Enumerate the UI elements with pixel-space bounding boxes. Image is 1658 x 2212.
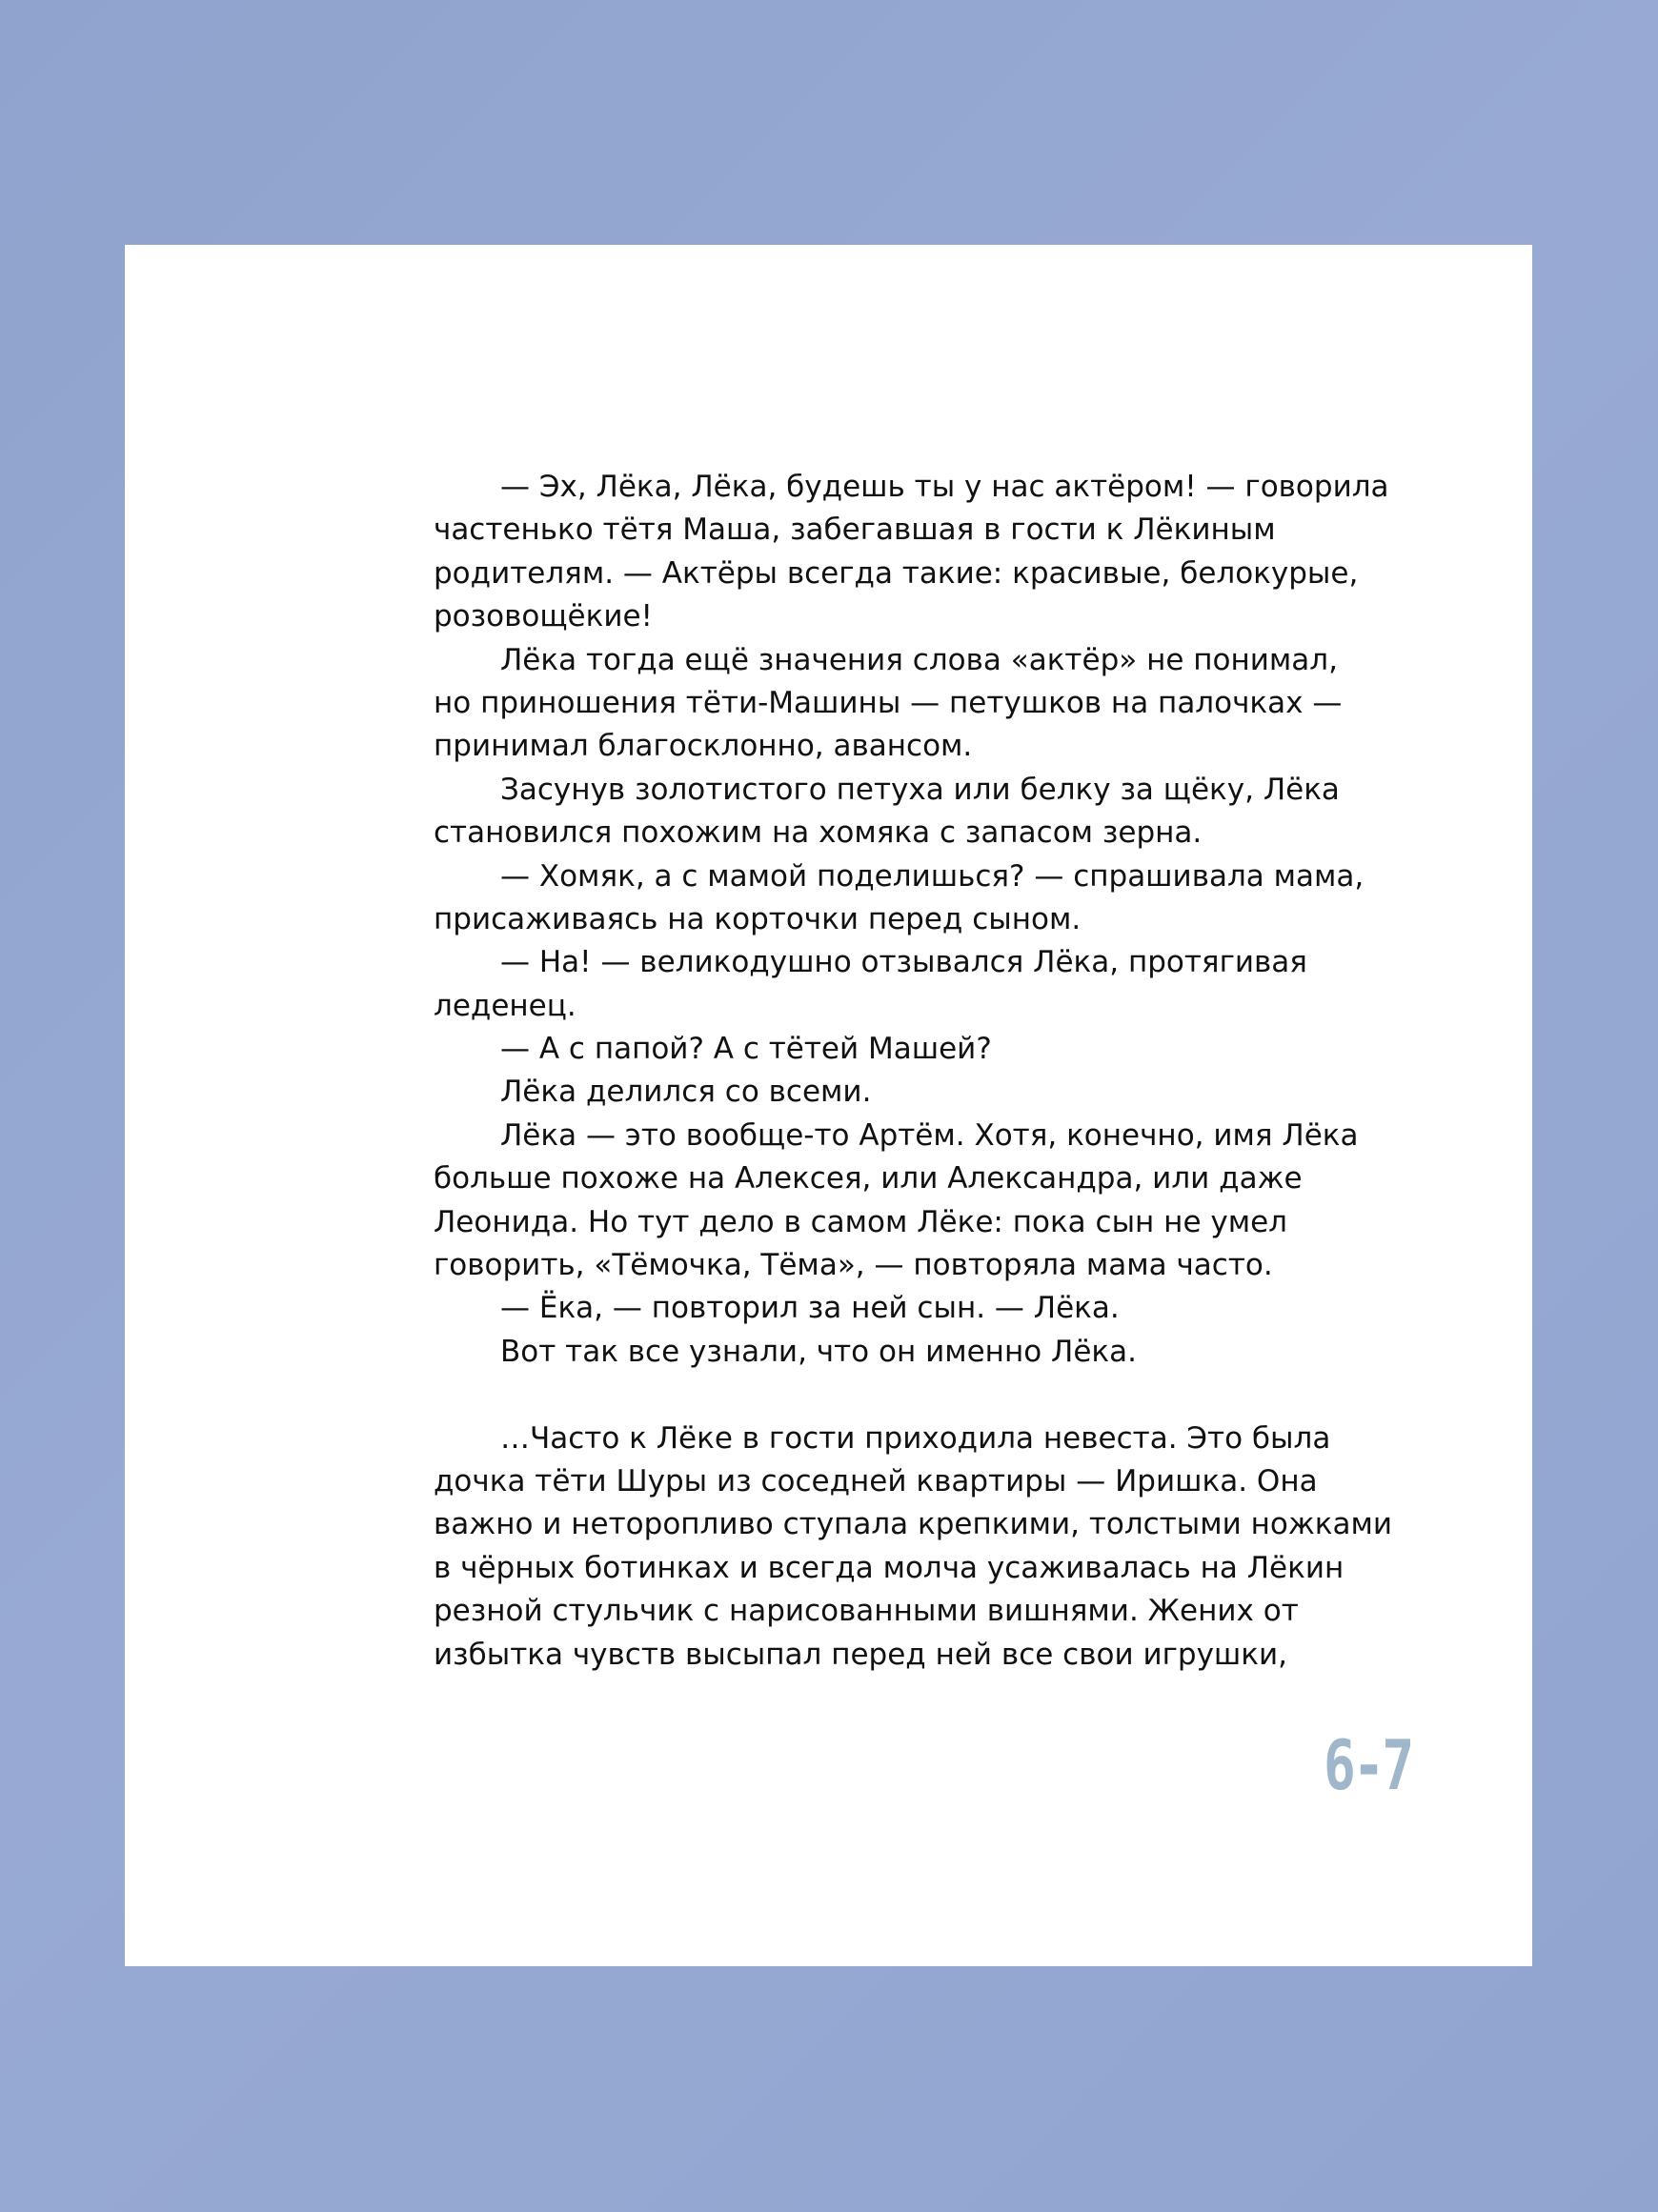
page-number: 6-7: [1323, 1725, 1411, 1805]
text-line: говорить, «Тёмочка, Тёма», — повторяла мама часто.: [434, 1248, 1273, 1283]
text-line: Лёка тогда ещё значения слова «актёр» не понимал,: [500, 642, 1338, 677]
text-line: избытка чувств высыпал перед ней все свои игрушки,: [434, 1637, 1288, 1672]
text-line: — На! — великодушно отзывался Лёка, протягивая: [500, 945, 1307, 980]
text-line: Засунув золотистого петуха или белку за щёку, Лёка: [500, 772, 1340, 807]
text-line: Вот так все узнали, что он именно Лёка.: [500, 1334, 1137, 1369]
text-line: резной стульчик с нарисованными вишнями. Жених от: [434, 1594, 1299, 1629]
text-line: …Часто к Лёке в гости приходила невеста. Это была: [500, 1420, 1331, 1456]
text-line: — Хомяк, а с мамой поделишься? — спрашивала мама,: [500, 858, 1365, 894]
text-line: розовощёкие!: [434, 599, 653, 634]
text-line: больше похоже на Алексея, или Александра, или даже: [434, 1161, 1303, 1196]
text-line: — А с папой? А с тётей Машей?: [500, 1032, 992, 1067]
story-text: [434, 466, 1393, 1677]
text-line: леденец.: [434, 988, 576, 1023]
text-line: становился похожим на хомяка с запасом зерна.: [434, 815, 1203, 851]
text-line: но приношения тёти-Машины — петушков на палочках —: [434, 685, 1343, 720]
text-line: дочка тёти Шуры из соседней квартиры — Иришка. Она: [434, 1463, 1318, 1498]
paragraph-break: [434, 1374, 1348, 1417]
text-line: присаживаясь на корточки перед сыном.: [434, 901, 1082, 936]
text-line: Леонида. Но тут дело в самом Лёке: пока сын не умел: [434, 1204, 1287, 1239]
text-line: родителям. — Актёры всегда такие: красивые, белокурые,: [434, 555, 1359, 591]
text-line: Лёка — это вообще-то Артём. Хотя, конечно, имя Лёка: [500, 1117, 1359, 1153]
text-line: принимал благосклонно, авансом.: [434, 729, 973, 764]
text-line: в чёрных ботинках и всегда молча усаживалась на Лёкин: [434, 1550, 1345, 1585]
book-page: [125, 245, 1532, 1966]
text-line: Лёка делился со всеми.: [500, 1075, 872, 1110]
text-line: частенько тётя Маша, забегавшая в гости к Лёкиным: [434, 513, 1276, 548]
text-line: — Эх, Лёка, Лёка, будешь ты у нас актёром! — говорила: [500, 470, 1389, 504]
text-line: — Ёка, — повторил за ней сын. — Лёка.: [500, 1291, 1120, 1326]
text-line: важно и неторопливо ступала крепкими, толстыми ножками: [434, 1507, 1393, 1542]
